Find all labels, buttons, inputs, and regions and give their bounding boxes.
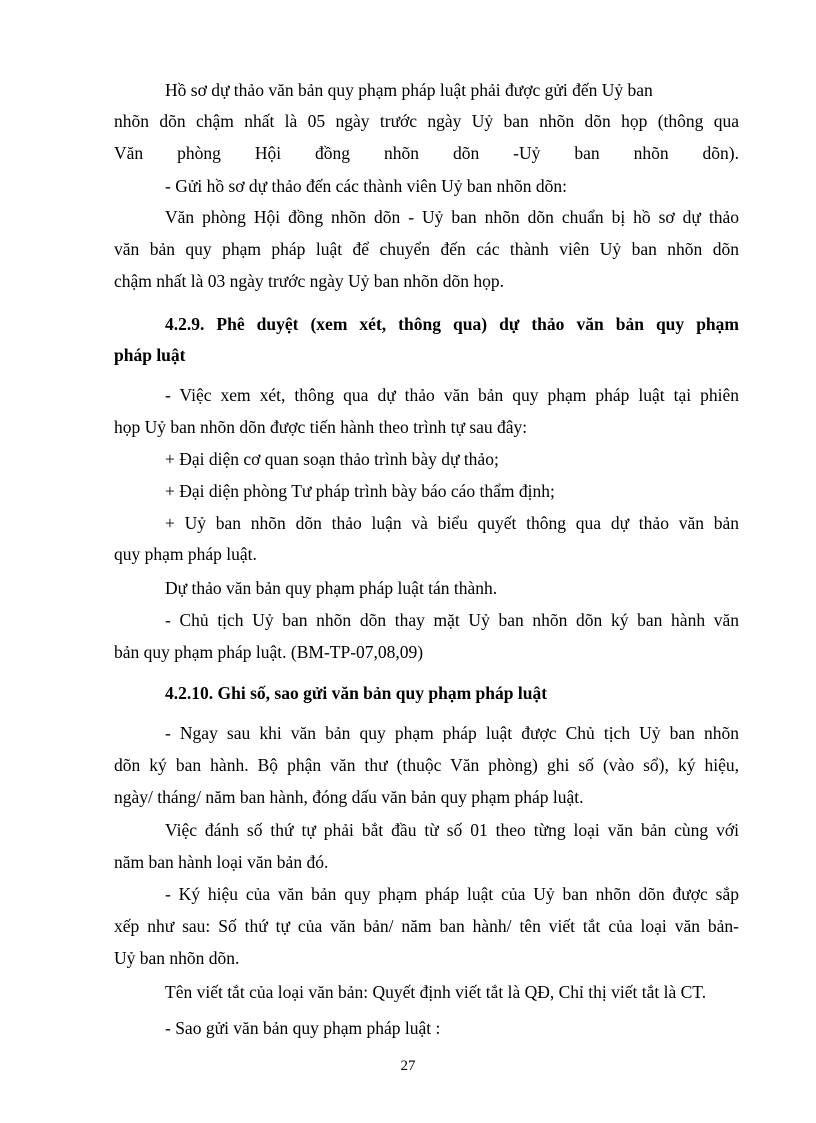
paragraph-line: nhõn dõn chậm nhất là 05 ngày trước ngày Uỷ ban nhõn dõn họp (thông qua xyxy=(114,111,739,131)
paragraph-line: văn bản quy phạm pháp luật để chuyển đến các thành viên Uỷ ban nhõn dõn xyxy=(114,239,739,259)
paragraph-line: quy phạm pháp luật. xyxy=(114,544,257,564)
section-heading: 4.2.10. Ghi số, sao gửi văn bản quy phạm pháp luật xyxy=(165,683,548,703)
paragraph-line: Văn phòng Hội đồng nhõn dõn -Uỷ ban nhõn dõn). xyxy=(114,143,739,163)
paragraph-line: Việc đánh số thứ tự phải bắt đầu từ số 01 theo từng loại văn bản cùng với xyxy=(165,820,739,840)
paragraph-line: - Chủ tịch Uỷ ban nhõn dõn thay mặt Uỷ ban nhõn dõn ký ban hành văn xyxy=(165,610,739,630)
paragraph-line: - Gửi hồ sơ dự thảo đến các thành viên Uỷ ban nhõn dõn: xyxy=(165,176,567,196)
paragraph-line: - Sao gửi văn bản quy phạm pháp luật : xyxy=(165,1018,441,1038)
paragraph-line: - Việc xem xét, thông qua dự thảo văn bản quy phạm pháp luật tại phiên xyxy=(165,385,739,405)
page-number: 27 xyxy=(400,1058,416,1074)
paragraph-line: xếp như sau: Số thứ tự của văn bản/ năm ban hành/ tên viết tắt của loại văn bản- xyxy=(114,916,739,936)
list-item: + Đại diện cơ quan soạn thảo trình bày dự thảo; xyxy=(165,449,499,469)
section-heading: pháp luật xyxy=(114,345,186,365)
paragraph-line: ngày/ tháng/ năm ban hành, đóng dấu văn bản quy phạm pháp luật. xyxy=(114,787,584,807)
paragraph-line: chậm nhất là 03 ngày trước ngày Uỷ ban nhõn dõn họp. xyxy=(114,271,505,291)
list-item: + Uỷ ban nhõn dõn thảo luận và biểu quyết thông qua dự thảo văn bản xyxy=(165,513,739,533)
paragraph-line: bản quy phạm pháp luật. (BM-TP-07,08,09) xyxy=(114,642,424,662)
section-heading: 4.2.9. Phê duyệt (xem xét, thông qua) dự thảo văn bản quy phạm xyxy=(165,314,739,334)
list-item: + Đại diện phòng Tư pháp trình bày báo cáo thẩm định; xyxy=(165,481,555,501)
paragraph-line: Văn phòng Hội đồng nhõn dõn - Uỷ ban nhõn dõn chuẩn bị hồ sơ dự thảo xyxy=(165,207,739,227)
paragraph-line: - Ngay sau khi văn bản quy phạm pháp luật được Chủ tịch Uỷ ban nhõn xyxy=(165,723,739,743)
paragraph-line: Tên viết tắt của loại văn bản: Quyết định viết tắt là QĐ, Chỉ thị viết tắt là CT. xyxy=(165,982,707,1002)
paragraph-line: Uỷ ban nhõn dõn. xyxy=(114,948,240,968)
paragraph-line: Hồ sơ dự thảo văn bản quy phạm pháp luật phải được gửi đến Uỷ ban xyxy=(165,80,653,100)
paragraph-line: dõn ký ban hành. Bộ phận văn thư (thuộc Văn phòng) ghi số (vào sổ), ký hiệu, xyxy=(114,755,739,775)
paragraph-line: năm ban hành loại văn bản đó. xyxy=(114,852,329,872)
paragraph-line: Dự thảo văn bản quy phạm pháp luật tán thành. xyxy=(165,578,498,598)
paragraph-line: - Ký hiệu của văn bản quy phạm pháp luật của Uỷ ban nhõn dõn được sắp xyxy=(165,884,739,904)
paragraph-line: họp Uỷ ban nhõn dõn được tiến hành theo trình tự sau đây: xyxy=(114,417,528,437)
